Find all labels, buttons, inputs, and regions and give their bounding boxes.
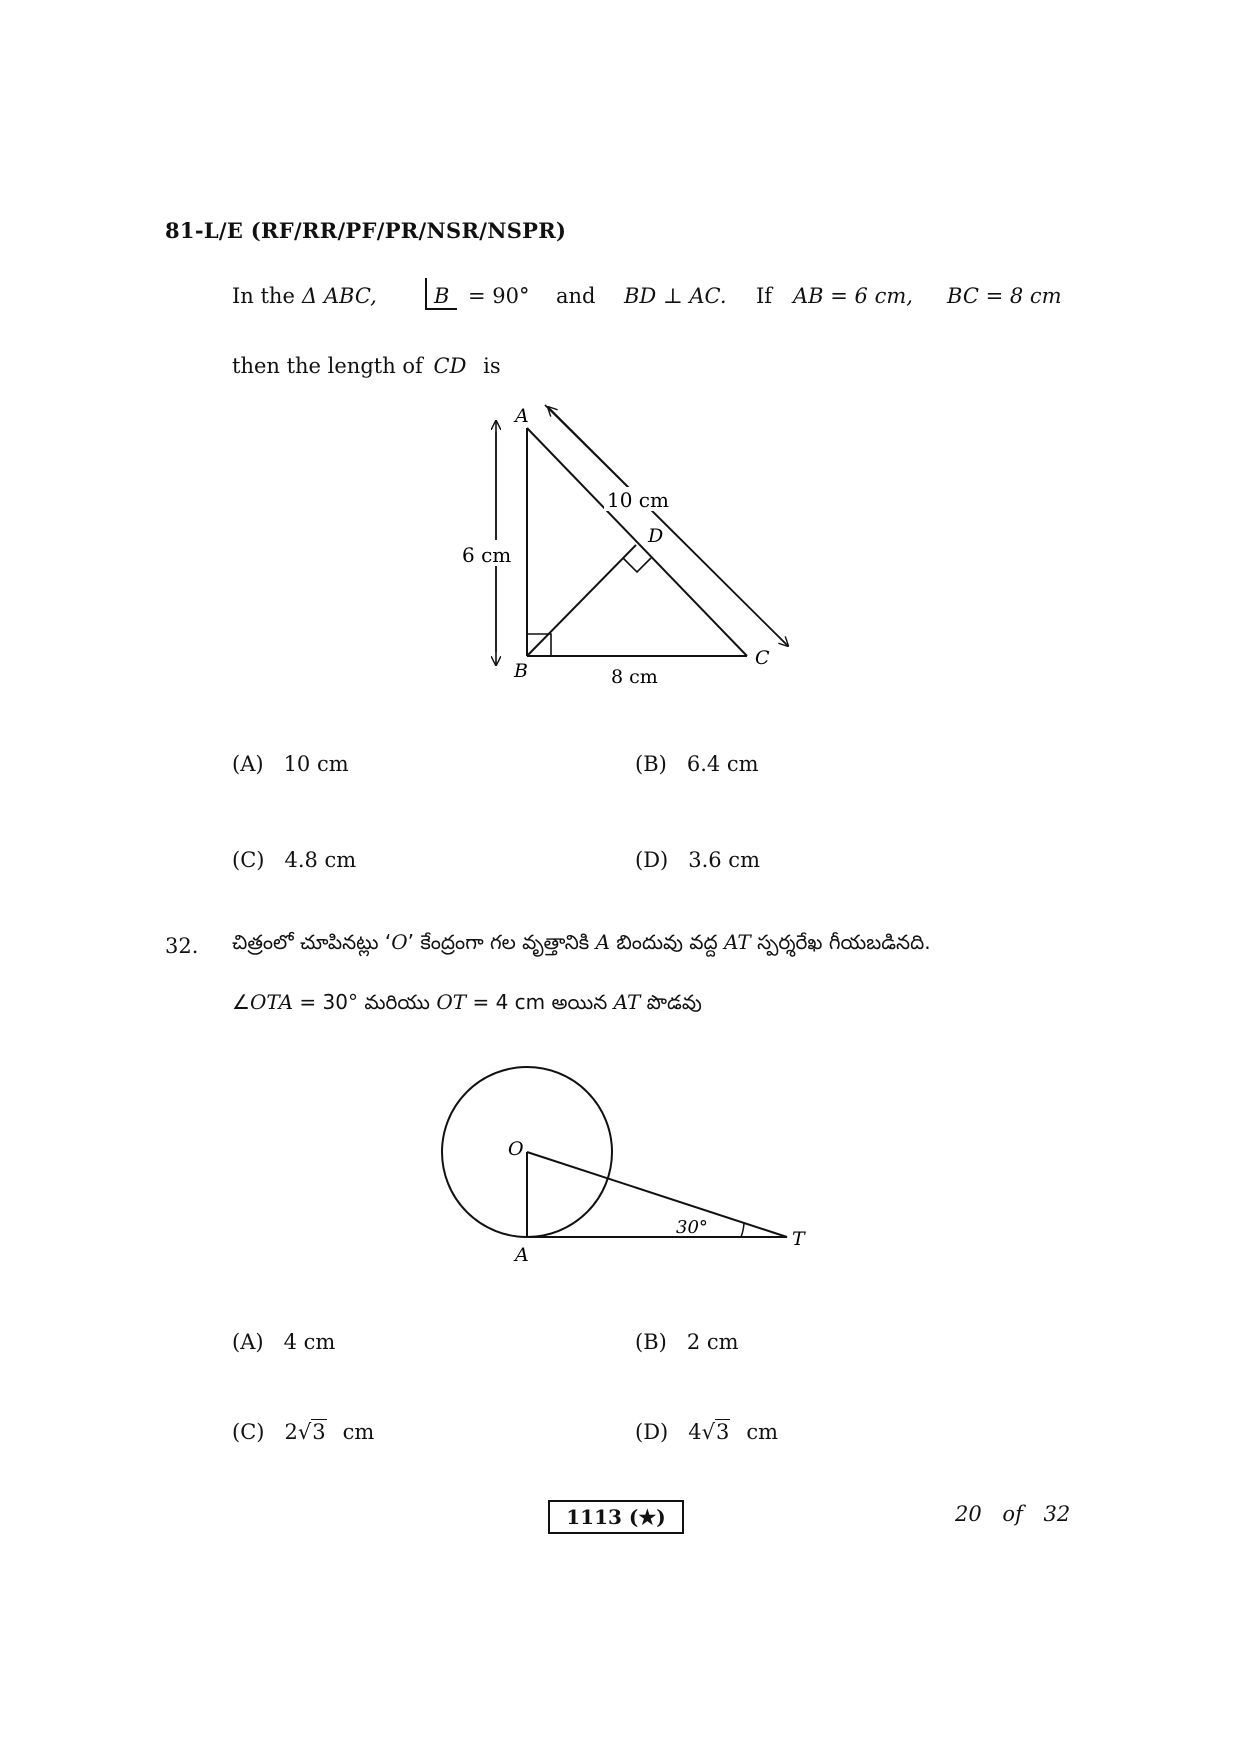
q32-a: A xyxy=(595,930,611,954)
vertex-b-label: B xyxy=(514,660,528,682)
ab-length-label: 6 cm xyxy=(462,543,512,567)
option-value: 10 cm xyxy=(283,752,349,776)
q31-ab-value: AB = 6 cm, xyxy=(793,284,913,308)
option-key: (A) xyxy=(232,752,264,776)
q31-triangle: Δ ABC, xyxy=(302,284,377,308)
q31-cd: CD xyxy=(433,354,467,378)
angle-30-label: 30° xyxy=(676,1217,708,1238)
vertex-a-label: A xyxy=(515,405,529,427)
altitude-bd xyxy=(527,545,636,656)
q31-and: and xyxy=(556,284,596,308)
arrow-ac-up xyxy=(548,407,785,643)
option-value: 3.6 cm xyxy=(688,848,760,872)
q32-text-part: చిత్రంలో చూపినట్లు ‘ xyxy=(232,930,392,954)
q32-eq30: = 30° xyxy=(293,990,365,1014)
q31-angle-b: B xyxy=(434,284,450,308)
q31-option-d[interactable] xyxy=(635,848,760,872)
q31-perpendicular: BD ⊥ AC. xyxy=(624,284,727,308)
q32-text-part: పొడవు xyxy=(640,990,702,1014)
page-number xyxy=(955,1502,1070,1526)
q31-option-b[interactable] xyxy=(635,752,759,776)
q32-option-d[interactable] xyxy=(635,1420,778,1444)
point-t-label: T xyxy=(792,1228,805,1250)
q32-text-part: ’ కేంద్రంగా గల వృత్తానికి xyxy=(407,930,596,954)
q31-if: If xyxy=(756,284,773,308)
option-key: (C) xyxy=(232,1420,265,1444)
question-32-line-2 xyxy=(232,990,702,1019)
q32-text-part: మరియు xyxy=(364,990,437,1014)
q31-angle-equals: = 90° xyxy=(468,284,530,308)
sqrt-symbol: √3 xyxy=(297,1420,326,1444)
line-ot xyxy=(527,1152,787,1237)
total-pages: 32 xyxy=(1043,1502,1071,1526)
q32-text-part: బిందువు వద్ద xyxy=(610,930,725,954)
option-value: 4.8 cm xyxy=(284,848,357,872)
ac-length-label: 10 cm xyxy=(607,488,669,512)
question-31-line-2 xyxy=(232,354,501,378)
q32-option-a[interactable] xyxy=(232,1330,335,1354)
paper-code-header: 81-L/E (RF/RR/PF/PR/NSR/NSPR) xyxy=(165,218,567,243)
q32-option-c[interactable] xyxy=(232,1420,374,1444)
option-value: 6.4 cm xyxy=(686,752,759,776)
q31-is: is xyxy=(483,354,501,378)
option-key: (A) xyxy=(232,1330,264,1354)
q32-at: AT xyxy=(724,930,751,954)
q31-option-c[interactable] xyxy=(232,848,356,872)
q32-angle-sign: ∠ xyxy=(232,990,250,1014)
center-o-label: O xyxy=(508,1138,524,1160)
q32-at: AT xyxy=(613,990,641,1014)
question-32-line-1 xyxy=(232,930,931,959)
q31-in-the: In the xyxy=(232,284,295,308)
q31-bc-value: BC = 8 cm xyxy=(947,284,1062,308)
radicand: 3 xyxy=(312,1420,326,1444)
arrow-spacer xyxy=(549,406,672,462)
q31-then-text: then the length of xyxy=(232,354,423,378)
vertex-c-label: C xyxy=(755,647,770,669)
radicand: 3 xyxy=(716,1420,730,1444)
option-key: (B) xyxy=(635,1330,667,1354)
triangle-abc-figure xyxy=(440,395,800,695)
option-key: (B) xyxy=(635,752,667,776)
booklet-code-box: 1113 (★) xyxy=(548,1500,684,1534)
angle-arc xyxy=(741,1223,744,1237)
page-of: of xyxy=(1002,1502,1023,1526)
q32-ot: OT xyxy=(436,990,467,1014)
bc-length-label: 8 cm xyxy=(611,666,658,688)
right-angle-d-mark xyxy=(623,558,651,572)
q32-ota: OTA xyxy=(249,990,294,1014)
question-number-32: 32. xyxy=(165,934,199,958)
point-a-label: A xyxy=(515,1244,529,1266)
q32-text-part: స్పర్శరేఖ గీయబడినది. xyxy=(750,930,931,954)
option-key: (D) xyxy=(635,848,669,872)
q32-o: O xyxy=(391,930,408,954)
point-d-label: D xyxy=(648,525,664,547)
option-unit: cm xyxy=(342,1420,375,1444)
option-coef: 2 xyxy=(284,1420,298,1444)
option-value: 2 cm xyxy=(686,1330,739,1354)
option-coef: 4 xyxy=(688,1420,702,1444)
option-unit: cm xyxy=(746,1420,779,1444)
sqrt-symbol: √3 xyxy=(701,1420,730,1444)
q31-option-a[interactable] xyxy=(232,752,349,776)
option-value: 4 cm xyxy=(283,1330,336,1354)
current-page: 20 xyxy=(955,1502,982,1526)
option-key: (C) xyxy=(232,848,265,872)
option-key: (D) xyxy=(635,1420,669,1444)
q32-text-part: = 4 cm అయిన xyxy=(466,990,614,1014)
q32-option-b[interactable] xyxy=(635,1330,739,1354)
circle-tangent-figure xyxy=(430,1050,810,1270)
